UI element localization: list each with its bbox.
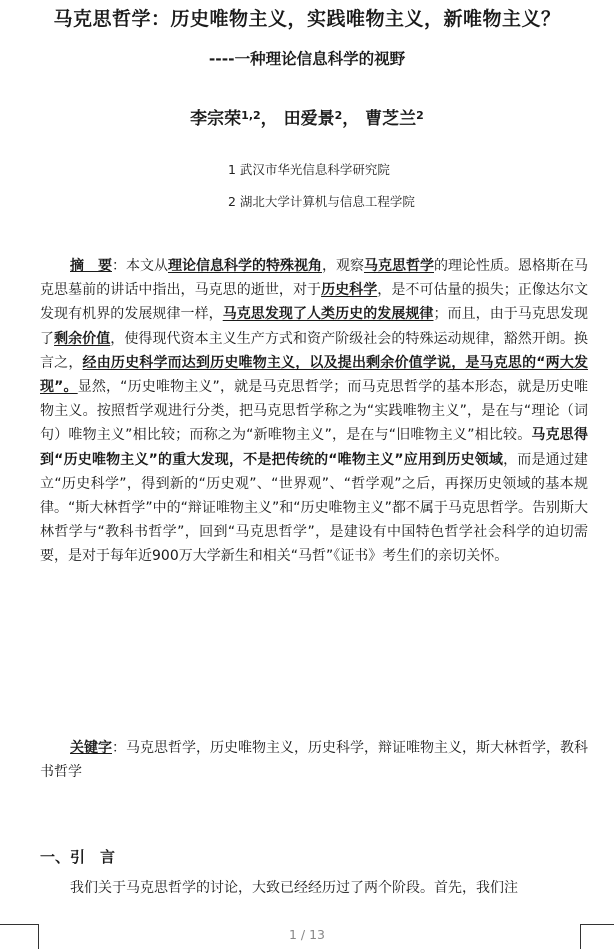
abstract-emphasis-segment: 马克思得到“历史唯物主义”的重大发现，不是把传统的“唯物主义”应用到历史领域 [40, 427, 589, 468]
abstract-emphasis-segment: 历史科学 [321, 282, 378, 299]
author-affiliation-mark: 1,2 [241, 109, 261, 122]
author-name: 李宗荣 [190, 109, 242, 129]
author-affiliation-mark: 2 [334, 109, 343, 122]
keywords-colon: ： [112, 740, 126, 756]
keywords-label: 关键字 [70, 740, 112, 756]
paper-title: 马克思哲学：历史唯物主义，实践唯物主义，新唯物主义？ [53, 8, 561, 30]
author-affiliation-mark: 2 [416, 109, 424, 122]
abstract-text-segment: ，而是通过建立“历史科学”，得到新的“历史观”、“世界观”、“哲学观”之后，再探历史领域的基本规律。“斯大林哲学”中的“辩证唯物主义”和“历史唯物主义”都不属于马克思哲学。告别斯大林哲学与“教科书哲学”，回到“马克思哲学”，是建设有中国特色哲学社会科学的迫切需要，是对于每年近900万大学新生和相关“马哲”《证书》考生们的亲切关怀。 [40, 451, 588, 565]
abstract-emphasis-segment: 马克思哲学 [364, 258, 434, 274]
abstract-colon: ： [112, 258, 126, 274]
abstract-text-segment: ，是不可估量的损失；正像达尔文发现有机界的发展规律一样， [40, 282, 589, 323]
affiliation-2: 2 湖北大学计算机与信息工程学院 [228, 194, 415, 209]
abstract-emphasis-segment: 理论信息科学的特殊视角 [168, 258, 322, 274]
author-separator: ， [260, 109, 278, 129]
author-name: 曹芝兰 [365, 109, 417, 129]
abstract-text-segment: ，观察 [322, 258, 364, 274]
section-first-line: 我们关于马克思哲学的讨论，大致已经经历过了两个阶段。首先，我们注 [70, 880, 518, 896]
abstract-paragraph [40, 254, 588, 569]
section-heading: 一、引 言 [40, 848, 116, 866]
abstract-emphasis-segment: 经由历史科学而达到历史唯物主义，以及提出剩余价值学说，是马克思的“两大发现”。 [40, 354, 589, 396]
affiliation-1: 1 武汉市华光信息科学研究院 [228, 162, 390, 177]
abstract-text-segment: ；而且，由于马克思发现了 [40, 306, 589, 347]
abstract-label: 摘 要 [70, 258, 112, 274]
page-indicator: 1 / 13 [288, 927, 326, 942]
author-separator: ， [342, 109, 360, 129]
abstract-text-segment: ，使得现代资本主义生产方式和资产阶级社会的特殊运动规律，豁然开朗。换言之， [40, 330, 589, 371]
abstract-body [40, 258, 588, 564]
abstract-emphasis-segment: 马克思发现了人类历史的发展规律 [222, 306, 434, 323]
abstract-emphasis-segment: 剩余价值 [54, 330, 111, 347]
author-list [0, 104, 614, 131]
paper-subtitle: ----一种理论信息科学的视野 [208, 50, 406, 68]
keywords-text: 马克思哲学，历史唯物主义，历史科学，辩证唯物主义，斯大林哲学，教科书哲学 [40, 740, 588, 781]
keywords-paragraph [40, 736, 588, 784]
abstract-text-segment: 的理论性质。恩格斯在马克思墓前的讲话中指出，马克思的逝世，对于 [40, 258, 588, 299]
abstract-text-segment: 本文从 [126, 258, 168, 274]
abstract-text-segment: 显然，“历史唯物主义”，就是马克思哲学；而马克思哲学的基本形态，就是历史唯物主义。按照哲学观进行分类，把马克思哲学称之为“实践唯物主义”，是在与“理论（词句）唯物主义”相比较；而称之为“新唯物主义”，是在与“旧唯物主义”相比较。 [40, 379, 588, 444]
author-name: 田爱景 [283, 109, 335, 129]
